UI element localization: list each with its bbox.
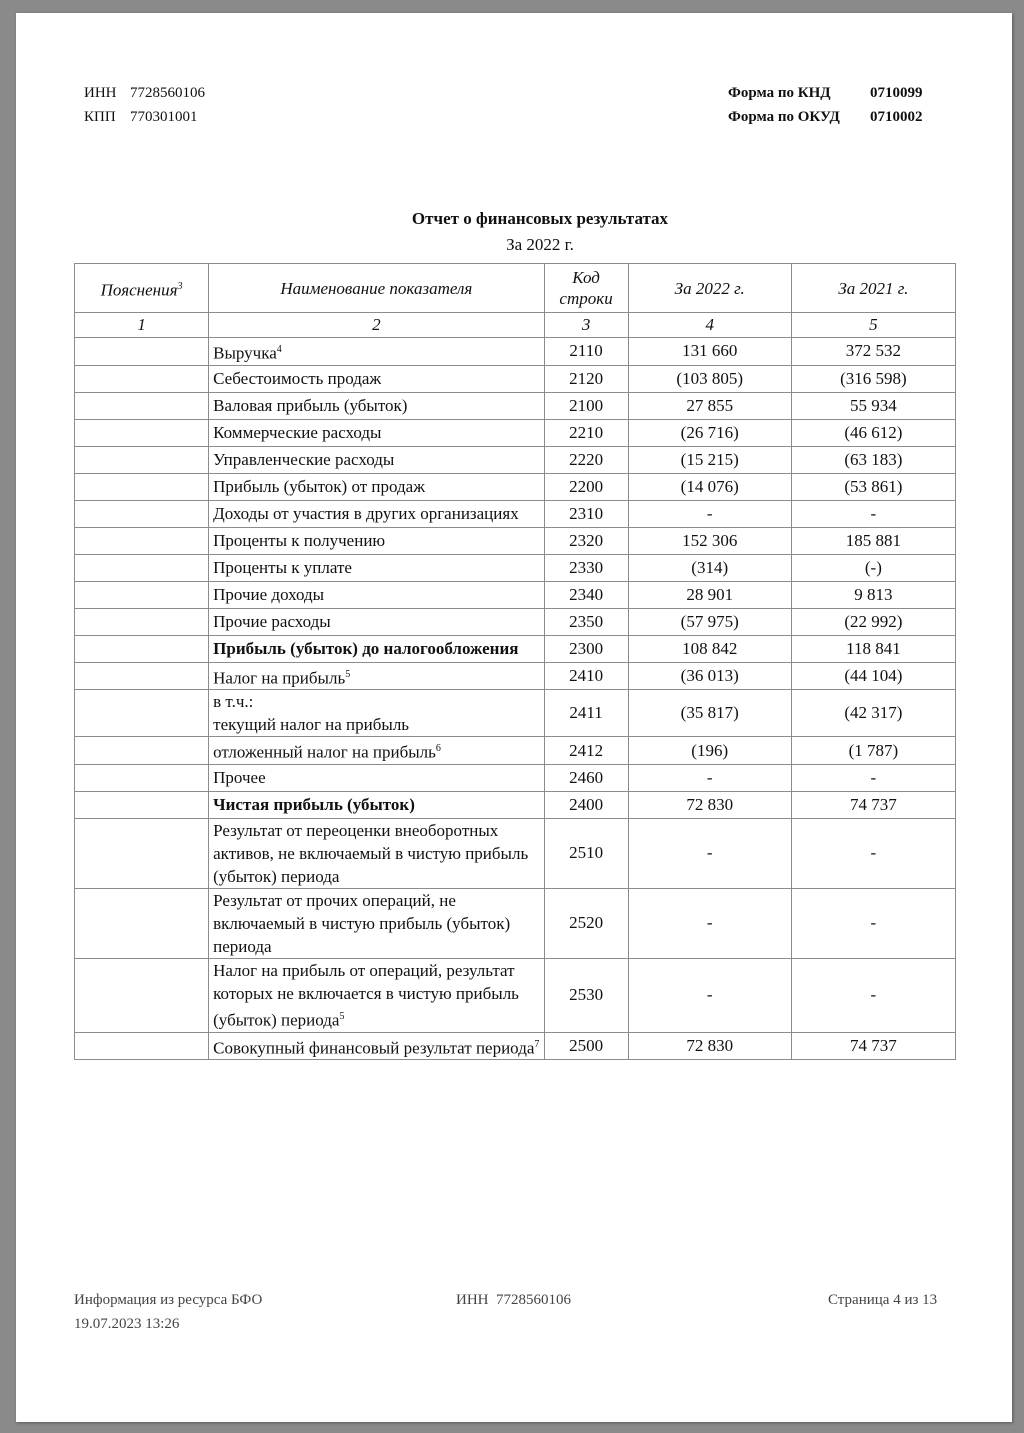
row-notes xyxy=(75,446,209,473)
row-name: Чистая прибыль (убыток) xyxy=(213,795,415,815)
kpp-label: КПП xyxy=(84,109,116,125)
row-code: 2412 xyxy=(544,737,628,765)
row-value-2021: (46 612) xyxy=(791,419,955,446)
okud-label: Форма по ОКУД xyxy=(728,109,840,125)
row-name: Результат от прочих операций, не включаемый в чистую прибыль (убыток) периода xyxy=(213,890,511,956)
report-title: Отчет о финансовых результатах xyxy=(411,209,669,228)
knd-value: 0710099 xyxy=(870,85,923,101)
row-code: 2310 xyxy=(544,500,628,527)
table-row xyxy=(75,1032,956,1060)
row-value-2021: (42 317) xyxy=(791,690,955,737)
row-value-2021: (22 992) xyxy=(791,608,955,635)
row-name: Налог на прибыль от операций, результат которых не включается в чистую прибыль (убыток) периода xyxy=(213,960,519,1030)
row-notes xyxy=(75,888,209,958)
row-indicator xyxy=(209,338,544,366)
table-row xyxy=(75,791,956,818)
row-code: 2100 xyxy=(544,392,628,419)
row-code: 2350 xyxy=(544,608,628,635)
footer-datetime: 19.07.2023 13:26 xyxy=(74,1316,180,1332)
table-row xyxy=(75,338,956,366)
taxpayer-ids xyxy=(84,81,205,129)
table-row xyxy=(75,527,956,554)
row-value-2022: (14 076) xyxy=(628,473,791,500)
row-code: 2220 xyxy=(544,446,628,473)
row-value-2021: (53 861) xyxy=(791,473,955,500)
row-value-2022: (57 975) xyxy=(628,608,791,635)
row-name: Прочее xyxy=(213,768,266,788)
row-indicator xyxy=(209,818,544,888)
row-notes xyxy=(75,608,209,635)
row-notes xyxy=(75,791,209,818)
row-name: Проценты к уплате xyxy=(213,558,352,578)
footer-source-text: Информация из ресурса БФО xyxy=(74,1292,263,1308)
row-notes xyxy=(75,338,209,366)
row-value-2021: 372 532 xyxy=(791,338,955,366)
row-notes xyxy=(75,690,209,737)
row-value-2022: 72 830 xyxy=(628,791,791,818)
row-indicator xyxy=(209,1032,544,1060)
col-number: 5 xyxy=(791,313,955,338)
financial-results-table xyxy=(74,263,956,1060)
row-notes xyxy=(75,473,209,500)
row-code: 2120 xyxy=(544,365,628,392)
table-row xyxy=(75,500,956,527)
col-header-2022: За 2022 г. xyxy=(628,264,791,313)
row-name: текущий налог на прибыль xyxy=(213,715,410,735)
col-header-2021: За 2021 г. xyxy=(791,264,955,313)
row-indicator xyxy=(209,365,544,392)
row-name: Доходы от участия в других организациях xyxy=(213,504,519,524)
table-row xyxy=(75,473,956,500)
row-name: Прочие расходы xyxy=(213,612,331,632)
row-value-2022: - xyxy=(628,958,791,1032)
row-value-2022: 28 901 xyxy=(628,581,791,608)
row-indicator xyxy=(209,791,544,818)
row-value-2022: - xyxy=(628,888,791,958)
row-value-2021: (316 598) xyxy=(791,365,955,392)
row-name: Коммерческие расходы xyxy=(213,423,382,443)
row-notes xyxy=(75,635,209,662)
table-row xyxy=(75,554,956,581)
row-code: 2200 xyxy=(544,473,628,500)
row-value-2021: - xyxy=(791,764,955,791)
row-indicator xyxy=(209,888,544,958)
row-code: 2520 xyxy=(544,888,628,958)
row-name: Совокупный финансовый результат периода xyxy=(213,1038,535,1058)
row-value-2022: (26 716) xyxy=(628,419,791,446)
row-code: 2210 xyxy=(544,419,628,446)
report-period: За 2022 г. xyxy=(506,235,574,254)
footer-inn: ИНН 7728560106 xyxy=(456,1292,571,1308)
row-notes xyxy=(75,581,209,608)
row-value-2021: - xyxy=(791,500,955,527)
row-indicator xyxy=(209,690,544,737)
row-indicator xyxy=(209,608,544,635)
row-value-2022: (35 817) xyxy=(628,690,791,737)
row-value-2022: 108 842 xyxy=(628,635,791,662)
row-name: Прибыль (убыток) до налогообложения xyxy=(213,639,519,659)
row-name: Себестоимость продаж xyxy=(213,369,382,389)
row-code: 2460 xyxy=(544,764,628,791)
knd-label: Форма по КНД xyxy=(728,85,831,101)
table-row xyxy=(75,662,956,690)
row-value-2021: - xyxy=(791,958,955,1032)
row-value-2022: (15 215) xyxy=(628,446,791,473)
row-notes xyxy=(75,764,209,791)
row-code: 2110 xyxy=(544,338,628,366)
row-code: 2510 xyxy=(544,818,628,888)
row-value-2022: (103 805) xyxy=(628,365,791,392)
footnote-ref: 6 xyxy=(435,743,441,755)
row-indicator xyxy=(209,958,544,1032)
row-notes xyxy=(75,737,209,765)
table-row xyxy=(75,608,956,635)
table-row xyxy=(75,392,956,419)
row-code: 2410 xyxy=(544,662,628,690)
row-notes xyxy=(75,958,209,1032)
row-name: Налог на прибыль xyxy=(213,668,346,688)
row-value-2022: 72 830 xyxy=(628,1032,791,1060)
col-header-name: Наименование показателя xyxy=(209,264,544,313)
footnote-ref: 7 xyxy=(534,1038,540,1050)
row-code: 2300 xyxy=(544,635,628,662)
table-row xyxy=(75,818,956,888)
row-value-2021: - xyxy=(791,888,955,958)
col-header-notes: Пояснения$^3$ xyxy=(75,264,209,313)
row-code: 2411 xyxy=(544,690,628,737)
row-name: отложенный налог на прибыль xyxy=(213,742,436,762)
row-value-2022: - xyxy=(628,818,791,888)
row-indicator xyxy=(209,737,544,765)
row-value-2022: - xyxy=(628,500,791,527)
row-value-2021: (-) xyxy=(791,554,955,581)
footer-page-number: Страница 4 из 13 xyxy=(828,1292,938,1308)
row-value-2022: 131 660 xyxy=(628,338,791,366)
row-value-2021: 185 881 xyxy=(791,527,955,554)
table-row xyxy=(75,446,956,473)
form-codes xyxy=(728,81,923,129)
table-row xyxy=(75,888,956,958)
row-code: 2400 xyxy=(544,791,628,818)
row-code: 2320 xyxy=(544,527,628,554)
row-notes xyxy=(75,365,209,392)
row-value-2021: 9 813 xyxy=(791,581,955,608)
col-number: 3 xyxy=(544,313,628,338)
row-code: 2530 xyxy=(544,958,628,1032)
row-notes xyxy=(75,527,209,554)
row-name: Управленческие расходы xyxy=(213,450,395,470)
row-value-2022: 152 306 xyxy=(628,527,791,554)
row-indicator xyxy=(209,581,544,608)
footnote-ref: 4 xyxy=(276,344,282,355)
inn-label: ИНН xyxy=(84,85,117,101)
row-value-2021: (1 787) xyxy=(791,737,955,765)
row-value-2022: 27 855 xyxy=(628,392,791,419)
row-indicator xyxy=(209,473,544,500)
document-page xyxy=(16,13,1012,1422)
kpp-value: 770301001 xyxy=(130,109,198,125)
row-value-2021: (63 183) xyxy=(791,446,955,473)
row-value-2021: 74 737 xyxy=(791,1032,955,1060)
row-indicator xyxy=(209,419,544,446)
row-indicator xyxy=(209,500,544,527)
col-number: 1 xyxy=(75,313,209,338)
row-value-2022: - xyxy=(628,764,791,791)
row-notes xyxy=(75,500,209,527)
okud-value: 0710002 xyxy=(870,109,923,125)
row-name-prefix: в т.ч.: xyxy=(213,692,254,712)
row-value-2022: (314) xyxy=(628,554,791,581)
table-row xyxy=(75,737,956,765)
row-value-2021: 55 934 xyxy=(791,392,955,419)
col-number: 2 xyxy=(209,313,544,338)
row-value-2021: - xyxy=(791,818,955,888)
row-indicator xyxy=(209,446,544,473)
row-code: 2330 xyxy=(544,554,628,581)
row-value-2022: (36 013) xyxy=(628,662,791,690)
row-code: 2340 xyxy=(544,581,628,608)
row-name: Проценты к получению xyxy=(213,531,386,551)
table-row xyxy=(75,419,956,446)
row-name: Результат от переоценки внеоборотных активов, не включаемый в чистую прибыль (убыток) периода xyxy=(213,820,529,886)
row-value-2021: 118 841 xyxy=(791,635,955,662)
row-notes xyxy=(75,392,209,419)
row-code: 2500 xyxy=(544,1032,628,1060)
footnote-ref: 5 xyxy=(345,668,351,680)
row-notes xyxy=(75,419,209,446)
table-row xyxy=(75,635,956,662)
row-name: Валовая прибыль (убыток) xyxy=(213,396,408,416)
col-number: 4 xyxy=(628,313,791,338)
row-value-2021: 74 737 xyxy=(791,791,955,818)
row-notes xyxy=(75,1032,209,1060)
row-value-2021: (44 104) xyxy=(791,662,955,690)
col-header-code: Код строки xyxy=(544,264,628,313)
row-notes xyxy=(75,554,209,581)
row-indicator xyxy=(209,764,544,791)
row-value-2022: (196) xyxy=(628,737,791,765)
footnote-ref: 5 xyxy=(339,1010,345,1022)
table-row xyxy=(75,958,956,1032)
row-indicator xyxy=(209,662,544,690)
table-row xyxy=(75,690,956,737)
row-indicator xyxy=(209,527,544,554)
row-indicator xyxy=(209,635,544,662)
row-indicator xyxy=(209,554,544,581)
row-notes xyxy=(75,818,209,888)
row-indicator xyxy=(209,392,544,419)
table-row xyxy=(75,764,956,791)
row-name: Выручка xyxy=(213,343,277,363)
table-row xyxy=(75,581,956,608)
row-notes xyxy=(75,662,209,690)
row-name: Прочие доходы xyxy=(213,585,325,605)
table-row xyxy=(75,365,956,392)
row-name: Прибыль (убыток) от продаж xyxy=(213,477,425,497)
inn-value: 7728560106 xyxy=(130,85,205,101)
footer-source xyxy=(74,1288,262,1336)
